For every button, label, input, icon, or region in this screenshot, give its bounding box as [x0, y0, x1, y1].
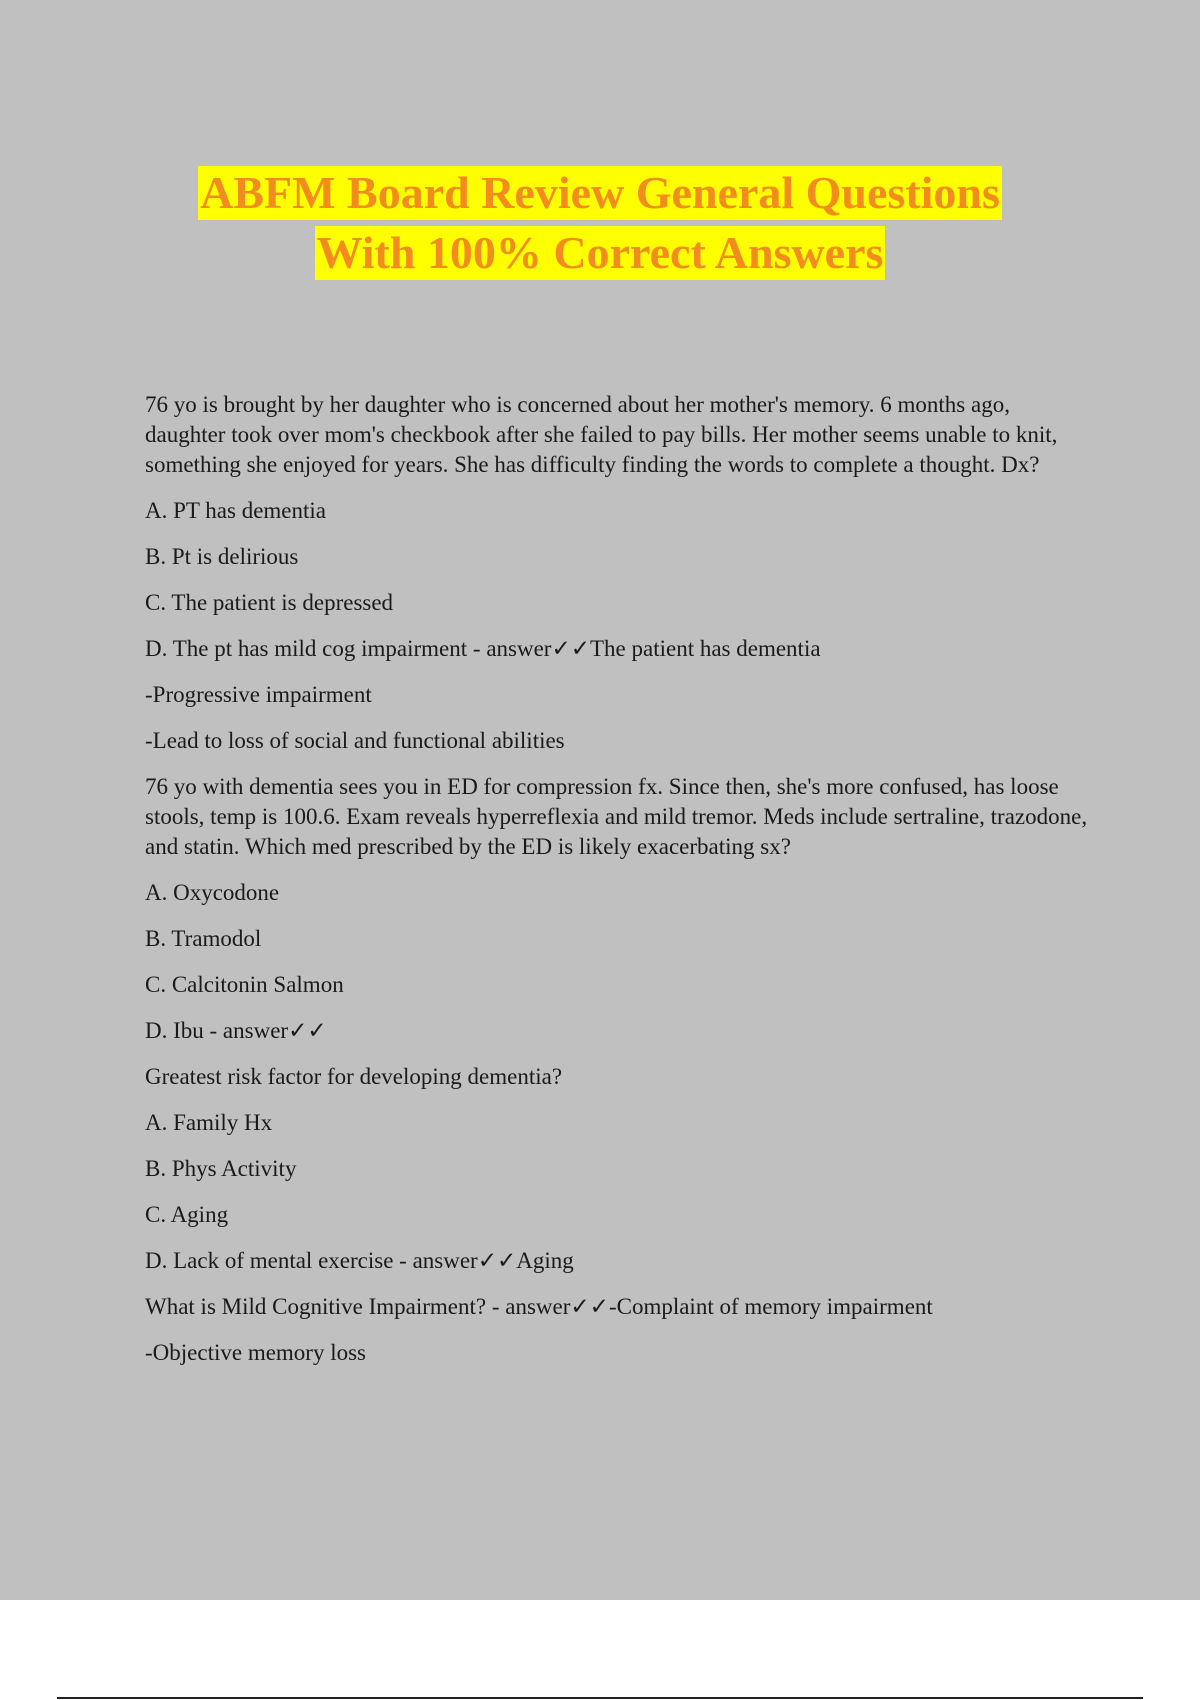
document-body	[145, 390, 1095, 1384]
answer-note: -Lead to loss of social and functional abilities	[145, 728, 565, 753]
question-3-option-d-answer: D. Lack of mental exercise - answer✓✓Aging	[145, 1248, 574, 1273]
answer-note: -Progressive impairment	[145, 682, 372, 707]
question-1-option-a: A. PT has dementia	[145, 498, 326, 523]
question-1-option-c: C. The patient is depressed	[145, 590, 394, 615]
question-2-option-a: A. Oxycodone	[145, 880, 280, 905]
question-2-option-b: B. Tramodol	[145, 926, 262, 951]
question-3-option-a: A. Family Hx	[145, 1110, 273, 1135]
question-2-stem: 76 yo with dementia sees you in ED for compression fx. Since then, she's more confused, has loose stools, temp is 100.6. Exam reveals hyperreflexia and mild tremor. Meds include sertraline, trazodone, and statin. Which med prescribed by the ED is likely exacerbating sx?	[145, 774, 1088, 859]
question-1-option-b: B. Pt is delirious	[145, 544, 299, 569]
document-title	[0, 166, 1200, 286]
title-line-2: With 100% Correct Answers	[316, 227, 884, 278]
question-1-option-d-answer: D. The pt has mild cog impairment - answer✓✓The patient has dementia	[145, 636, 821, 661]
question-4-answer: What is Mild Cognitive Impairment? - answer✓✓-Complaint of memory impairment	[145, 1294, 933, 1319]
title-line-1: ABFM Board Review General Questions	[200, 167, 1000, 218]
question-3-stem: Greatest risk factor for developing dementia?	[145, 1064, 563, 1089]
question-3-option-c: C. Aging	[145, 1202, 229, 1227]
answer-note: -Objective memory loss	[145, 1340, 367, 1365]
question-2-option-d-answer: D. Ibu - answer✓✓	[145, 1018, 327, 1043]
question-1-stem: 76 yo is brought by her daughter who is concerned about her mother's memory. 6 months ago, daughter took over mom's checkbook after she failed to pay bills. Her mother seems unable to knit, something she enjoyed for years. She has difficulty finding the words to complete a thought. Dx?	[145, 392, 1058, 477]
footer-divider	[57, 1697, 1143, 1699]
question-2-option-c: C. Calcitonin Salmon	[145, 972, 344, 997]
question-3-option-b: B. Phys Activity	[145, 1156, 297, 1181]
